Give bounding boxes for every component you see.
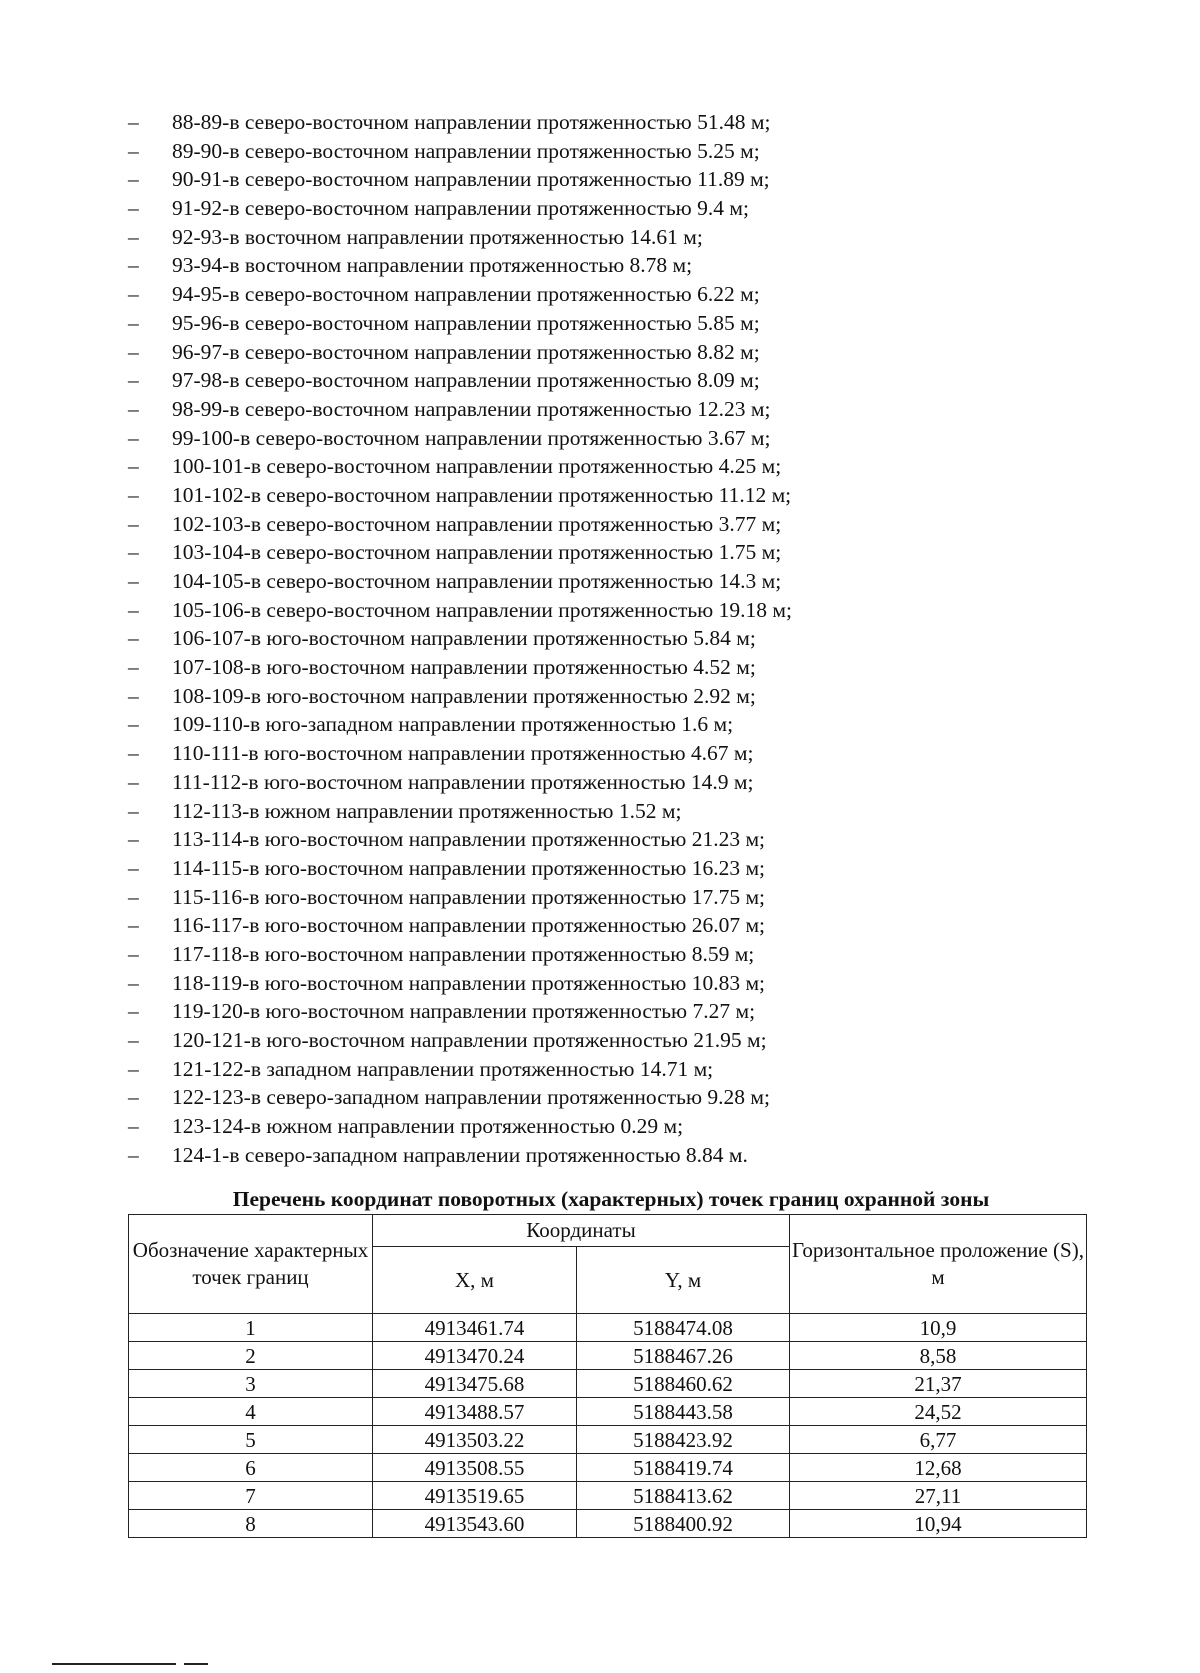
- segment-text: 96-97-в северо-восточном направлении протяженностью 8.82 м;: [172, 339, 760, 364]
- segment-item: [128, 567, 1028, 596]
- segment-text: 123-124-в южном направлении протяженностью 0.29 м;: [172, 1114, 684, 1139]
- segment-text: 120-121-в юго-восточном направлении протяженностью 21.95 м;: [172, 1028, 767, 1052]
- cell-distance: 24,52: [790, 1398, 1087, 1426]
- segment-text: 95-96-в северо-восточном направлении протяженностью 5.85 м;: [172, 310, 760, 335]
- list-bullet: –: [128, 855, 139, 880]
- list-bullet: –: [128, 110, 139, 134]
- list-bullet: –: [128, 138, 139, 163]
- segment-item: [128, 366, 1028, 395]
- list-bullet: –: [128, 597, 139, 622]
- cell-y: 5188474.08: [577, 1314, 790, 1342]
- segment-item: [128, 1141, 1028, 1170]
- cell-y: 5188467.26: [577, 1342, 790, 1370]
- list-bullet: –: [128, 196, 139, 221]
- segment-text: 105-106-в северо-восточном направлении протяженностью 19.18 м;: [172, 597, 792, 622]
- cell-x: 4913488.57: [373, 1398, 577, 1426]
- segment-item: [128, 997, 1028, 1026]
- list-bullet: –: [128, 310, 139, 335]
- list-bullet: –: [128, 827, 139, 852]
- cell-distance: 6,77: [790, 1426, 1087, 1454]
- segment-item: [128, 251, 1028, 280]
- segment-item: [128, 223, 1028, 252]
- segment-item: [128, 338, 1028, 367]
- segment-item: [128, 424, 1028, 453]
- list-bullet: –: [128, 540, 139, 565]
- table-title: Перечень координат поворотных (характерных) точек границ охранной зоны: [232, 1187, 990, 1211]
- segment-item: [128, 194, 1028, 223]
- segment-item: [128, 940, 1028, 969]
- list-bullet: –: [128, 913, 139, 938]
- segment-item: [128, 481, 1028, 510]
- cell-x: 4913470.24: [373, 1342, 577, 1370]
- list-bullet: –: [128, 941, 139, 966]
- list-bullet: –: [128, 884, 139, 909]
- cell-y: 5188443.58: [577, 1398, 790, 1426]
- segment-item: [128, 653, 1028, 682]
- table-row: [129, 1398, 1087, 1426]
- segment-text: 91-92-в северо-восточном направлении протяженностью 9.4 м;: [172, 196, 749, 221]
- cell-point: 7: [129, 1482, 373, 1510]
- segment-text: 93-94-в восточном направлении протяженностью 8.78 м;: [172, 253, 693, 278]
- segment-text: 99-100-в северо-восточном направлении протяженностью 3.67 м;: [172, 425, 771, 450]
- table-row: [129, 1426, 1087, 1454]
- segment-text: 101-102-в северо-восточном направлении протяженностью 11.12 м;: [172, 482, 792, 507]
- segment-text: 110-111-в юго-восточном направлении протяженностью 4.67 м;: [172, 741, 754, 766]
- segment-item: [128, 596, 1028, 625]
- cell-point: 5: [129, 1426, 373, 1454]
- table-row: [129, 1482, 1087, 1510]
- list-bullet: –: [128, 741, 139, 766]
- segment-item: [128, 137, 1028, 166]
- segment-text: 108-109-в юго-восточном направлении протяженностью 2.92 м;: [172, 683, 756, 708]
- cell-distance: 10,9: [790, 1314, 1087, 1342]
- cell-y: 5188419.74: [577, 1454, 790, 1482]
- segment-item: [128, 911, 1028, 940]
- cell-y: 5188423.92: [577, 1426, 790, 1454]
- segment-item: [128, 854, 1028, 883]
- cell-point: 2: [129, 1342, 373, 1370]
- segment-text: 107-108-в юго-восточном направлении протяженностью 4.52 м;: [172, 655, 756, 680]
- segment-text: 118-119-в юго-восточном направлении протяженностью 10.83 м;: [172, 970, 766, 995]
- segment-text: 117-118-в юго-восточном направлении протяженностью 8.59 м;: [172, 941, 755, 966]
- cell-x: 4913475.68: [373, 1370, 577, 1398]
- cell-point: 3: [129, 1370, 373, 1398]
- segment-text: 88-89-в северо-восточном направлении протяженностью 51.48 м;: [172, 110, 771, 134]
- segment-text: 104-105-в северо-восточном направлении протяженностью 14.3 м;: [172, 569, 782, 593]
- segment-item: [128, 739, 1028, 768]
- segment-text: 102-103-в северо-восточном направлении протяженностью 3.77 м;: [172, 511, 782, 536]
- table-row: [129, 1314, 1087, 1342]
- table-row: [129, 1454, 1087, 1482]
- cell-distance: 12,68: [790, 1454, 1087, 1482]
- segment-text: 113-114-в юго-восточном направлении протяженностью 21.23 м;: [172, 827, 766, 852]
- segment-text: 92-93-в восточном направлении протяженностью 14.61 м;: [172, 224, 703, 249]
- segment-item: [128, 510, 1028, 539]
- segment-text: 122-123-в северо-западном направлении протяженностью 9.28 м;: [172, 1085, 770, 1110]
- cell-x: 4913461.74: [373, 1314, 577, 1342]
- list-bullet: –: [128, 396, 139, 421]
- cell-distance: 8,58: [790, 1342, 1087, 1370]
- segment-text: 114-115-в юго-восточном направлении протяженностью 16.23 м;: [172, 855, 766, 880]
- segment-text: 112-113-в южном направлении протяженностью 1.52 м;: [172, 798, 682, 823]
- list-bullet: –: [128, 1056, 139, 1081]
- list-bullet: –: [128, 683, 139, 708]
- segment-text: 100-101-в северо-восточном направлении протяженностью 4.25 м;: [172, 454, 782, 479]
- segment-item: [128, 452, 1028, 481]
- cell-point: 8: [129, 1510, 373, 1538]
- segment-item: [128, 280, 1028, 309]
- list-bullet: –: [128, 970, 139, 995]
- coordinates-table: [128, 1214, 1087, 1538]
- segment-item: [128, 165, 1028, 194]
- header-point-designation: Обозначение характерных точек границ: [129, 1215, 373, 1314]
- list-bullet: –: [128, 425, 139, 450]
- segment-item: [128, 1083, 1028, 1112]
- segment-text: 115-116-в юго-восточном направлении протяженностью 17.75 м;: [172, 884, 766, 909]
- list-bullet: –: [128, 798, 139, 823]
- boundary-segment-list: [128, 108, 1028, 1169]
- segment-text: 98-99-в северо-восточном направлении протяженностью 12.23 м;: [172, 396, 771, 421]
- cell-point: 6: [129, 1454, 373, 1482]
- cell-y: 5188460.62: [577, 1370, 790, 1398]
- footer-rule-long: [52, 1663, 176, 1665]
- segment-item: [128, 1026, 1028, 1055]
- header-horizontal-distance: Горизонтальное проложение (S), м: [790, 1215, 1087, 1314]
- header-y: Y, м: [577, 1247, 790, 1314]
- cell-x: 4913503.22: [373, 1426, 577, 1454]
- segment-item: [128, 1112, 1028, 1141]
- table-body: [129, 1314, 1087, 1538]
- list-bullet: –: [128, 368, 139, 393]
- cell-point: 1: [129, 1314, 373, 1342]
- segment-item: [128, 538, 1028, 567]
- segment-item: [128, 825, 1028, 854]
- segment-item: [128, 768, 1028, 797]
- list-bullet: –: [128, 769, 139, 794]
- cell-point: 4: [129, 1398, 373, 1426]
- segment-text: 111-112-в юго-восточном направлении протяженностью 14.9 м;: [172, 769, 754, 794]
- list-bullet: –: [128, 626, 139, 651]
- list-bullet: –: [128, 655, 139, 680]
- segment-text: 94-95-в северо-восточном направлении протяженностью 6.22 м;: [172, 282, 760, 307]
- cell-y: 5188400.92: [577, 1510, 790, 1538]
- segment-text: 116-117-в юго-восточном направлении протяженностью 26.07 м;: [172, 913, 766, 938]
- list-bullet: –: [128, 712, 139, 737]
- table-row: [129, 1370, 1087, 1398]
- segment-text: 106-107-в юго-восточном направлении протяженностью 5.84 м;: [172, 626, 756, 651]
- segment-item: [128, 624, 1028, 653]
- cell-distance: 21,37: [790, 1370, 1087, 1398]
- segment-text: 103-104-в северо-восточном направлении протяженностью 1.75 м;: [172, 540, 782, 565]
- segment-text: 109-110-в юго-западном направлении протяженностью 1.6 м;: [172, 712, 734, 737]
- list-bullet: –: [128, 339, 139, 364]
- segment-item: [128, 395, 1028, 424]
- segment-text: 89-90-в северо-восточном направлении протяженностью 5.25 м;: [172, 138, 760, 163]
- list-bullet: –: [128, 167, 139, 192]
- header-x: X, м: [373, 1247, 577, 1314]
- list-bullet: –: [128, 569, 139, 593]
- segment-text: 124-1-в северо-западном направлении протяженностью 8.84 м.: [172, 1142, 748, 1167]
- segment-text: 121-122-в западном направлении протяженностью 14.71 м;: [172, 1056, 714, 1081]
- cell-distance: 10,94: [790, 1510, 1087, 1538]
- header-coordinates: Координаты: [373, 1215, 790, 1247]
- segment-text: 90-91-в северо-восточном направлении протяженностью 11.89 м;: [172, 167, 770, 192]
- list-bullet: –: [128, 1142, 139, 1167]
- list-bullet: –: [128, 253, 139, 278]
- segment-item: [128, 1055, 1028, 1084]
- cell-y: 5188413.62: [577, 1482, 790, 1510]
- segment-item: [128, 108, 1028, 137]
- list-bullet: –: [128, 511, 139, 536]
- list-bullet: –: [128, 282, 139, 307]
- cell-x: 4913543.60: [373, 1510, 577, 1538]
- list-bullet: –: [128, 482, 139, 507]
- segment-item: [128, 682, 1028, 711]
- list-bullet: –: [128, 1085, 139, 1110]
- segment-item: [128, 969, 1028, 998]
- cell-distance: 27,11: [790, 1482, 1087, 1510]
- list-bullet: –: [128, 1114, 139, 1139]
- segment-text: 97-98-в северо-восточном направлении протяженностью 8.09 м;: [172, 368, 760, 393]
- table-header: [129, 1215, 1087, 1314]
- list-bullet: –: [128, 454, 139, 479]
- table-row: [129, 1510, 1087, 1538]
- segment-item: [128, 883, 1028, 912]
- list-bullet: –: [128, 999, 139, 1024]
- cell-x: 4913508.55: [373, 1454, 577, 1482]
- segment-text: 119-120-в юго-восточном направлении протяженностью 7.27 м;: [172, 999, 756, 1024]
- segment-item: [128, 797, 1028, 826]
- list-bullet: –: [128, 1028, 139, 1052]
- cell-x: 4913519.65: [373, 1482, 577, 1510]
- segment-item: [128, 309, 1028, 338]
- list-bullet: –: [128, 224, 139, 249]
- table-row: [129, 1342, 1087, 1370]
- footer-rule-short: [184, 1663, 208, 1665]
- segment-item: [128, 710, 1028, 739]
